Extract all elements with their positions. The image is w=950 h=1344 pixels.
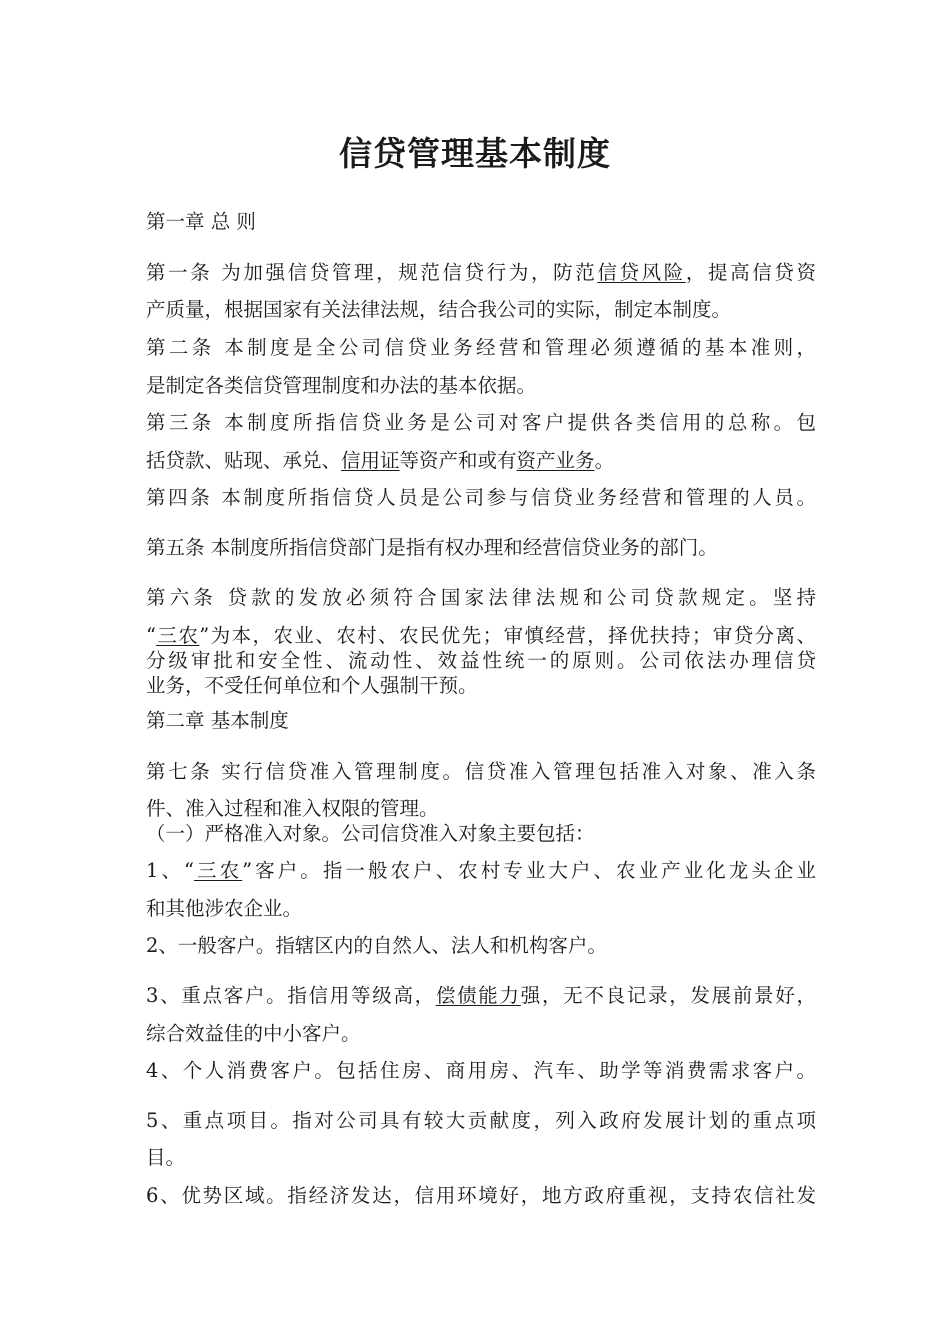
text: 3、重点客户。指信用等级高， [146,984,436,1007]
text: ，提高信贷资 [685,261,816,284]
text: 等资产和或有 [399,449,517,472]
article-4: 第四条 本制度所指信贷人员是公司参与信贷业务经营和管理的人员。 [146,486,816,509]
text: 1、“ [146,859,194,882]
article-7-line-1: 第七条 实行信贷准入管理制度。信贷准入管理包括准入对象、准入条 [146,760,816,783]
article-1-line-1 [146,261,816,285]
letter-of-credit-link[interactable]: 信用证 [341,449,400,472]
article-6-line-4: 业务，不受任何单位和个人强制干预。 [146,674,478,697]
article-2-line-1: 第二条 本制度是全公司信贷业务经营和管理必须遵循的基本准则， [146,336,816,359]
san-nong-link[interactable]: 三农 [155,624,200,647]
text: 强，无不良记录，发展前景好， [520,984,816,1007]
text: 括贷款、贴现、承兑、 [146,449,342,472]
credit-risk-link[interactable]: 信贷风险 [597,261,686,284]
item-5-line-2: 目。 [146,1146,186,1169]
article-3-line-1: 第三条 本制度所指信贷业务是公司对客户提供各类信用的总称。包 [146,411,816,434]
page-title: 信贷管理基本制度 [339,134,611,173]
item-5-line-1: 5、重点项目。指对公司具有较大贡献度，列入政府发展计划的重点项 [146,1109,816,1132]
chapter-heading: 第二章 基本制度 [146,709,289,732]
article-6-line-1: 第六条 贷款的发放必须符合国家法律法规和公司贷款规定。坚持 [146,586,816,609]
article-7-line-2: 件、准入过程和准入权限的管理。 [146,797,439,820]
article-5: 第五条 本制度所指信贷部门是指有权办理和经营信贷业务的部门。 [146,536,718,559]
item-1-line-2: 和其他涉农企业。 [146,897,303,920]
item-3-line-2: 综合效益佳的中小客户。 [146,1022,361,1045]
article-1-line-2: 产质量，根据国家有关法律法规，结合我公司的实际，制定本制度。 [146,298,732,321]
article-6-line-2 [146,624,816,648]
item-4: 4、个人消费客户。包括住房、商用房、汽车、助学等消费需求客户。 [146,1059,816,1082]
text: 。 [594,449,615,472]
item-1-line-1 [146,859,816,883]
asset-business-link[interactable]: 资产业务 [516,449,595,472]
text: ”为本，农业、农村、农民优先；审慎经营，择优扶持；审贷分离、 [199,624,816,647]
text: 第一条 为加强信贷管理，规范信贷行为，防范 [146,261,598,284]
article-2-line-2: 是制定各类信贷管理制度和办法的基本依据。 [146,374,537,397]
article-7-sub-1: （一）严格准入对象。公司信贷准入对象主要包括： [146,822,595,845]
solvency-link[interactable]: 偿债能力 [435,984,521,1007]
article-6-line-3: 分级审批和安全性、流动性、效益性统一的原则。公司依法办理信贷 [146,649,816,672]
text: ”客户。指一般农户、农村专业大户、农业产业化龙头企业 [242,859,816,882]
item-2: 2、一般客户。指辖区内的自然人、法人和机构客户。 [146,934,607,957]
article-3-line-2 [146,449,816,473]
san-nong-link[interactable]: 三农 [193,859,243,882]
text: “ [146,624,156,647]
chapter-heading: 第一章 总 则 [146,210,256,233]
item-6-line-1: 6、优势区域。指经济发达，信用环境好，地方政府重视，支持农信社发 [146,1184,816,1207]
item-3-line-1 [146,984,816,1008]
